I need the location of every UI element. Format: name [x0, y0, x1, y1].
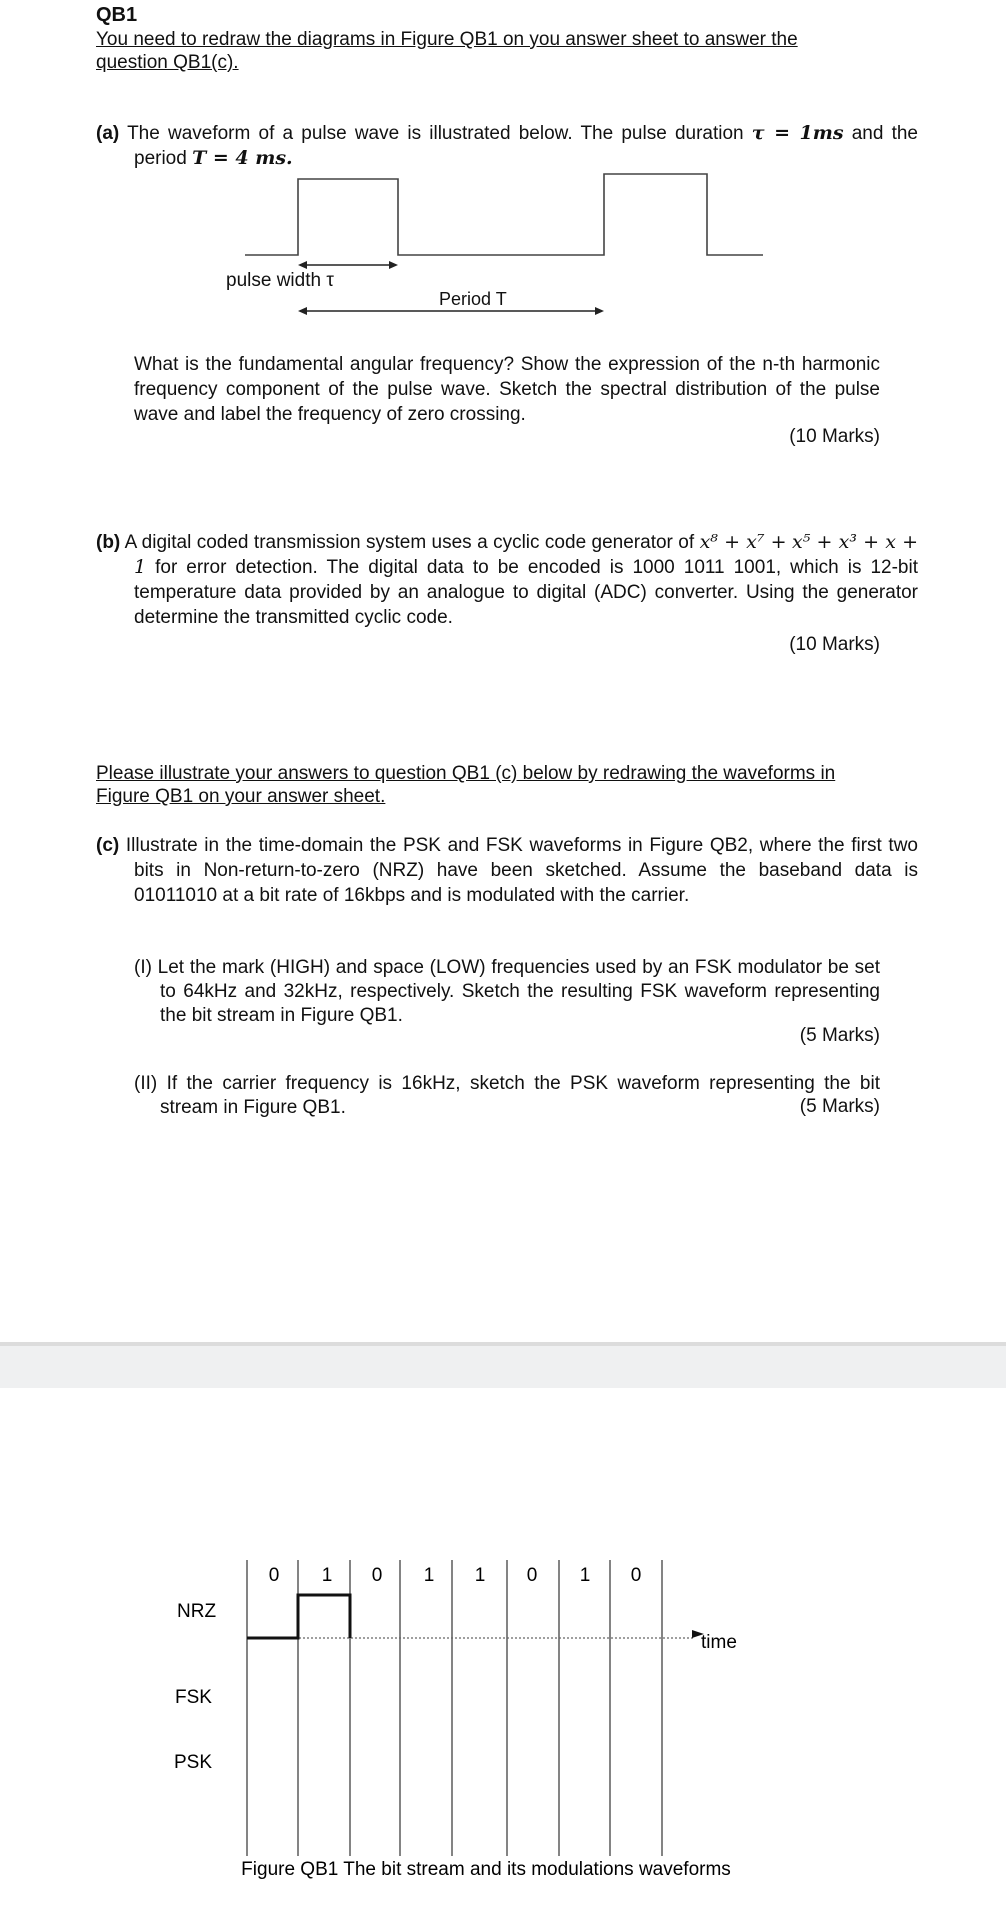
part-a-marks: (10 Marks) [789, 426, 880, 447]
part-c-body: Illustrate in the time-domain the PSK and FSK waveforms in Figure QB2, where the first two bits in Non-return-to-zero (NRZ) have been sketched. Assume the baseband data is 01011010 at a bit rate of 16kbps and is modulated with the carrier. [125, 835, 918, 906]
polynomial-line1: x⁸ + x⁷ + [699, 531, 787, 553]
part-a-text-and: and the period [134, 123, 918, 169]
pulse-width-arrow [298, 261, 398, 269]
pulse-width-label: pulse width τ [226, 270, 334, 291]
part-c-sub2-text: If the carrier frequency is 16kHz, sketch the PSK waveform representing the bit stream in Figure QB1. [160, 1073, 880, 1118]
figure-qb1 [0, 1550, 1006, 1880]
bit-label: 0 [630, 1565, 642, 1586]
part-a-question: What is the fundamental angular frequency? Show the expression of the n-th harmonic frequency component of the pulse wave. Sketch the spectral distribution of the pulse wave and label the frequency of zero crossing. [134, 354, 880, 425]
part-c-sub1-text: Let the mark (HIGH) and space (LOW) frequencies used by an FSK modulator be set to 64kHz and 32kHz, respectively. Sketch the resulting FSK waveform representing the bit stream in Figure QB1. [157, 957, 880, 1026]
bit-label: 0 [371, 1565, 383, 1586]
part-a-text [96, 121, 918, 171]
row-label-psk: PSK [174, 1752, 213, 1773]
bit-label: 1 [321, 1565, 333, 1586]
part-b-marks: (10 Marks) [789, 634, 880, 655]
heading: QB1 [96, 4, 138, 26]
part-a-text-start: The waveform of a pulse wave is illustrated below. The pulse duration [127, 123, 744, 144]
part-b-text-rest: for error detection. The digital data to be encoded is 1000 1011 1001, which is 12-bit temperature data provided by an analogue to digital (ADC) converter. Using the generator determine the transmitted cyclic code. [134, 557, 919, 628]
part-c-sub1-marks: (5 Marks) [799, 1025, 880, 1046]
bit-label: 0 [526, 1565, 538, 1586]
part-b-text [96, 530, 918, 630]
part-c-note: Please illustrate your answers to question QB1 (c) below by redrawing the waveforms in Figure QB1 on your answer sheet. [96, 763, 836, 807]
time-label: time [701, 1632, 737, 1653]
bit-grid [247, 1560, 662, 1856]
part-a-label: (a) [96, 123, 120, 144]
bit-label: 1 [474, 1565, 486, 1586]
part-c-sub2-label: (II) [134, 1073, 158, 1094]
row-label-fsk: FSK [175, 1687, 212, 1708]
part-b-text-start: A digital coded transmission system uses a cyclic code generator of [124, 532, 695, 553]
part-c-sub2-marks: (5 Marks) [799, 1096, 880, 1117]
figure-caption: Figure QB1 The bit stream and its modulations waveforms [241, 1859, 731, 1880]
bit-label: 0 [268, 1565, 280, 1586]
period-label: Period T [439, 289, 507, 309]
page-separator [0, 1342, 1006, 1388]
part-c-label: (c) [96, 835, 120, 856]
tau-expression: τ = 1ms [751, 122, 844, 144]
part-c-text [96, 833, 918, 908]
bit-label: 1 [423, 1565, 435, 1586]
polynomial-line2: x⁵ + x³ + x + 1 [134, 531, 919, 578]
part-c-sub1 [134, 956, 880, 1028]
part-b-label: (b) [96, 532, 121, 553]
intro-note: You need to redraw the diagrams in Figure QB1 on you answer sheet to answer the question QB1(c). [96, 29, 798, 73]
nrz-trace [247, 1595, 350, 1638]
pulse-wave-trace [245, 174, 763, 255]
bit-labels [269, 1565, 642, 1586]
bit-label: 1 [579, 1565, 591, 1586]
period-expression: T = 4 ms. [192, 147, 293, 169]
part-c-sub1-label: (I) [134, 957, 152, 978]
row-label-nrz: NRZ [177, 1601, 217, 1622]
